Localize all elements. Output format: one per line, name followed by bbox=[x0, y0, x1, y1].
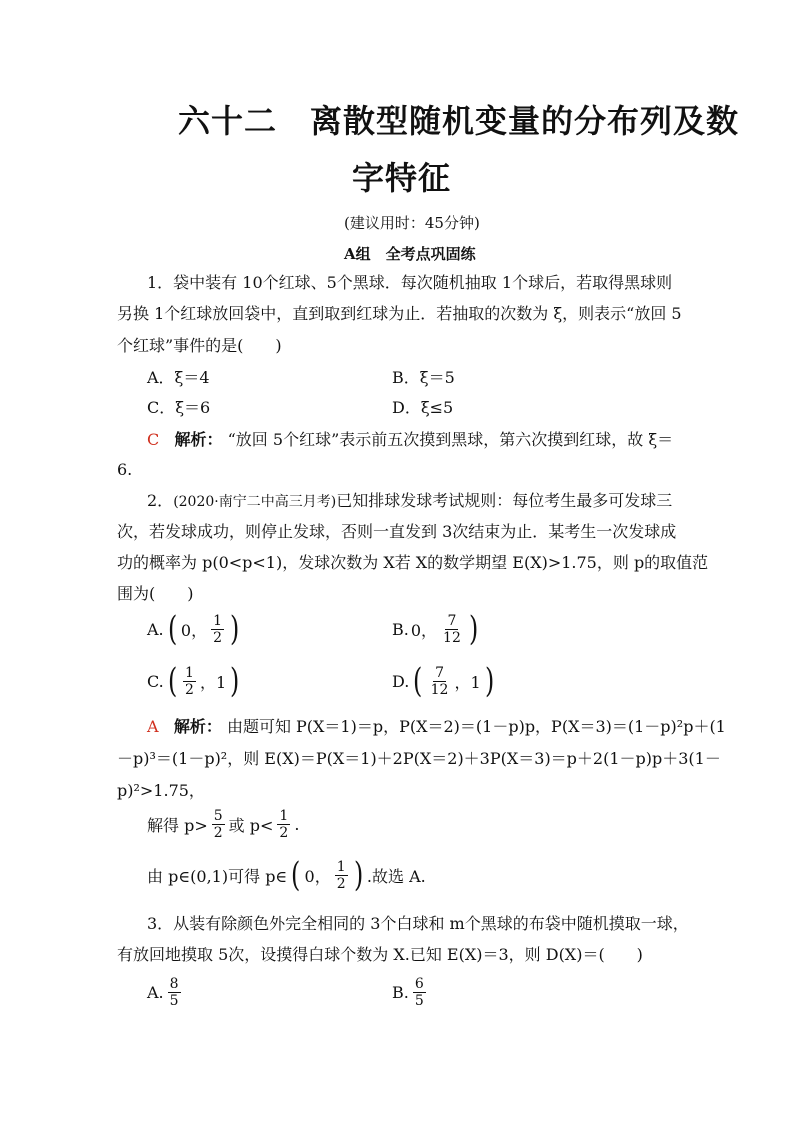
fraction-denominator: 12 bbox=[430, 681, 449, 698]
fraction-numerator: 1 bbox=[336, 858, 346, 875]
q3-line1: 3．从装有除颜色外完全相同的 3个白球和 m个黑球的布袋中随机摸取一球， bbox=[147, 914, 689, 933]
q2-line4: 围为( ) bbox=[117, 584, 194, 603]
q1-answer bbox=[147, 430, 673, 450]
q2-solution-text1: 由题可知 P(X＝1)＝p，P(X＝2)＝(1－p)p，P(X＝3)＝(1－p)²p＋(1 bbox=[226, 717, 726, 736]
q2-option-a-fraction bbox=[211, 613, 226, 646]
fraction-denominator: 2 bbox=[336, 875, 346, 892]
q2-line2: 次，若发球成功，则停止发球，否则一直发到 3次结束为止．某考生一次发球成 bbox=[117, 522, 677, 541]
q1-option-b: B．ξ＝5 bbox=[392, 368, 455, 387]
q2-solution4-pre: 解得 p> bbox=[147, 816, 208, 835]
fraction-denominator: 5 bbox=[414, 993, 424, 1009]
q2-solution5-end: .故选 A. bbox=[366, 866, 426, 886]
left-paren-icon: ( bbox=[167, 609, 177, 649]
q3-line2: 有放回地摸取 5次，设摸得白球个数为 X.已知 E(X)＝3，则 D(X)＝( ) bbox=[117, 945, 643, 964]
q1-answer-text2: 6. bbox=[117, 460, 133, 479]
q1-line3: 个红球”事件的是( ) bbox=[117, 336, 282, 355]
right-paren-icon: ) bbox=[353, 855, 363, 895]
fraction-numerator: 5 bbox=[213, 808, 223, 824]
q2-option-b-label: B. bbox=[392, 619, 409, 639]
q2-answer-label: 解析： bbox=[173, 717, 222, 736]
q2-option-c bbox=[147, 661, 243, 701]
q2-solution-line3: p)²>1.75， bbox=[117, 781, 205, 800]
page-title-line1: 六十二 离散型随机变量的分布列及数 bbox=[178, 102, 740, 140]
q2-line1-text: 已知排球发球考试规则：每位考生最多可发球三 bbox=[336, 491, 673, 510]
right-paren-icon: ) bbox=[484, 661, 494, 701]
q2-option-c-right: ，1 bbox=[199, 672, 227, 692]
q3-option-b bbox=[392, 976, 430, 1009]
q2-option-c-fraction bbox=[183, 665, 198, 698]
q3-option-a-label: A. bbox=[147, 983, 164, 1002]
q2-option-a-left: 0， bbox=[180, 620, 208, 640]
q2-number: 2． bbox=[147, 491, 174, 510]
q2-option-d bbox=[392, 661, 498, 701]
q2-source: (2020·南宁二中高三月考) bbox=[173, 494, 337, 510]
fraction-numerator: 1 bbox=[213, 612, 223, 629]
q2-option-b bbox=[392, 609, 482, 649]
fraction-numerator: 7 bbox=[435, 664, 444, 681]
q1-line2: 另换 1个红球放回袋中，直到取到红球为止．若抽取的次数为 ξ，则表示“放回 5 bbox=[117, 304, 682, 323]
fraction-denominator: 5 bbox=[169, 993, 179, 1009]
q1-answer-letter: C bbox=[147, 430, 160, 449]
q2-solution-line1 bbox=[147, 717, 726, 737]
q1-option-a: A．ξ＝4 bbox=[147, 368, 210, 387]
fraction-numerator: 1 bbox=[185, 664, 194, 681]
q2-solution4-fraction1 bbox=[212, 808, 227, 841]
q2-line1 bbox=[147, 491, 672, 512]
q2-solution4-mid: 或 p< bbox=[228, 816, 274, 835]
q2-solution5-fraction bbox=[335, 859, 350, 892]
right-paren-icon: ) bbox=[230, 609, 240, 649]
fraction-denominator: 2 bbox=[279, 825, 289, 841]
left-paren-icon: ( bbox=[167, 661, 178, 701]
fraction-numerator: 6 bbox=[414, 976, 424, 992]
left-paren-icon: ( bbox=[413, 661, 423, 701]
q2-solution5-left: 0， bbox=[304, 866, 331, 886]
q3-option-b-fraction bbox=[413, 976, 428, 1009]
q2-option-b-fraction bbox=[441, 613, 465, 646]
left-paren-icon: ( bbox=[291, 855, 301, 895]
q2-option-c-label: C. bbox=[147, 671, 164, 691]
q3-option-a-fraction bbox=[168, 976, 183, 1009]
page-title-line2: 字特征 bbox=[352, 159, 452, 197]
fraction-denominator: 2 bbox=[185, 681, 194, 698]
fraction-numerator: 8 bbox=[169, 976, 179, 992]
q1-line1: 1．袋中装有 10个红球、5个黑球．每次随机抽取 1个球后，若取得黑球则 bbox=[147, 273, 673, 292]
q2-solution-line2: －p)³＝(1－p)²，则 E(X)＝P(X＝1)＋2P(X＝2)＋3P(X＝3)＝p＋2(1－p)p＋3(1－ bbox=[117, 749, 721, 768]
q2-option-b-left: 0， bbox=[410, 620, 438, 640]
time-note: (建议用时：45分钟) bbox=[344, 214, 480, 232]
q1-answer-label: 解析： bbox=[174, 430, 223, 449]
q2-solution-line5 bbox=[147, 855, 428, 895]
q2-option-d-fraction bbox=[429, 665, 453, 698]
q1-option-c: C．ξ＝6 bbox=[147, 398, 211, 417]
q2-option-a-label: A. bbox=[147, 619, 164, 639]
q3-option-b-label: B. bbox=[392, 983, 409, 1002]
fraction-numerator: 1 bbox=[279, 808, 289, 824]
q2-option-d-right: ，1 bbox=[454, 672, 481, 692]
q2-solution-line4 bbox=[147, 808, 301, 841]
group-title: A组 全考点巩固练 bbox=[344, 245, 476, 263]
fraction-numerator: 7 bbox=[447, 612, 457, 629]
right-paren-icon: ) bbox=[468, 609, 479, 649]
q1-answer-text: “放回 5个红球”表示前五次摸到黑球，第六次摸到红球，故 ξ＝ bbox=[227, 430, 674, 449]
right-paren-icon: ) bbox=[230, 661, 240, 701]
q2-option-d-label: D. bbox=[392, 671, 410, 691]
fraction-denominator: 12 bbox=[443, 629, 461, 646]
q2-solution5-pre: 由 p∈(0,1)可得 p∈ bbox=[147, 866, 288, 886]
q2-solution4-fraction2 bbox=[277, 808, 292, 841]
q2-answer-letter: A bbox=[147, 717, 159, 736]
q1-option-d: D．ξ≤5 bbox=[392, 398, 454, 417]
q3-option-a bbox=[147, 976, 185, 1009]
q2-line3: 功的概率为 p(0<p<1)，发球次数为 X若 X的数学期望 E(X)>1.75，则 p的取值范 bbox=[117, 553, 709, 572]
q2-option-a bbox=[147, 609, 243, 649]
fraction-denominator: 2 bbox=[213, 629, 223, 646]
fraction-denominator: 2 bbox=[213, 825, 223, 841]
q2-solution4-end: . bbox=[294, 815, 300, 834]
